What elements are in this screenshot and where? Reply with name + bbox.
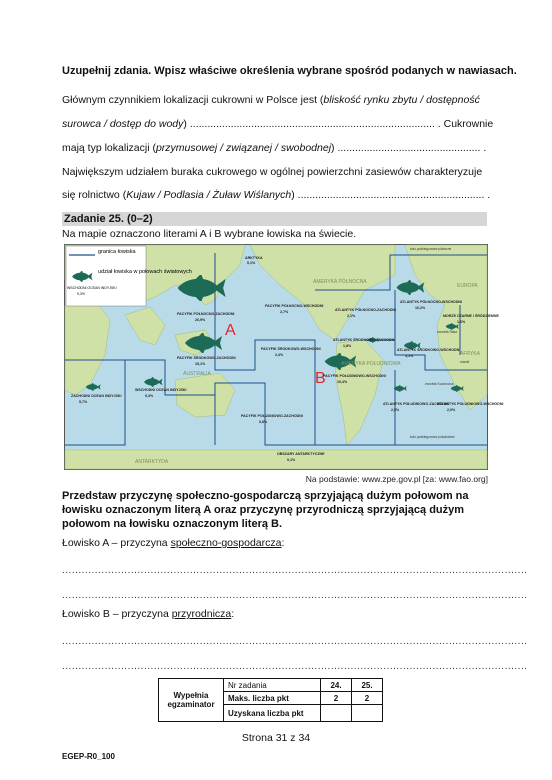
text: ) .................................................................................... . Cukrownie [183, 118, 494, 130]
zone-value: 10,4% [337, 380, 348, 384]
task-intro: Na mapie oznaczono literami A i B wybrane łowiska na świecie. [62, 228, 357, 240]
text: ) ................................................................ . [291, 189, 491, 201]
sentence1-line2 [62, 117, 493, 131]
legend-border-label: granica łowiska [98, 249, 136, 255]
text: mają typ lokalizacji ( [62, 142, 156, 154]
text: się rolnictwo ( [62, 189, 127, 201]
answer-b-line-2[interactable]: .............................................................................................................................................. [62, 661, 528, 672]
examiner-table [158, 678, 383, 722]
zone-label: PACYFIK POŁUDNIOWO-ZACHODNI [241, 414, 303, 418]
zone-value: 0,1% [287, 458, 296, 462]
zone-label: PACYFIK PÓŁNOCNO-ZACHODNI [177, 312, 235, 316]
text: Łowisko A – przyczyna [62, 537, 171, 549]
score-24-cell[interactable] [321, 705, 352, 722]
task-24: 24. [321, 679, 352, 692]
max-points-label: Maks. liczba pkt [224, 692, 321, 705]
letter-a: A [225, 322, 236, 339]
examiner-label: Wypełnia egzaminator [159, 679, 224, 722]
options-c: przymusowej / związanej / swobodnej [155, 142, 332, 154]
zone-label: ATLANTYK PÓŁNOCNO-ZACHODNI [335, 308, 397, 312]
zone-label: PACYFIK ŚRODKOWO-ZACHODNI [177, 356, 236, 360]
answer-a-label [62, 537, 284, 549]
max-25: 2 [352, 692, 383, 705]
options: Kujaw / Podlasia / Żuław Wiślanych [126, 189, 292, 201]
text: Łowisko B – przyczyna [62, 608, 172, 620]
region-label: AMERYKA PÓŁNOCNA [313, 279, 367, 285]
zone-value: 2,7% [280, 310, 289, 314]
max-24: 2 [321, 692, 352, 705]
page-number: Strona 31 z 34 [241, 732, 311, 744]
zone-label: ATLANTYK ŚRODKOWO-ZACHODNI [333, 338, 396, 342]
scored-points-label: Uzyskana liczba pkt [224, 705, 321, 722]
zone-label: MORZE CZARNE I ŚRÓDZIEMNE [443, 314, 499, 318]
zone-value: 2,4% [275, 353, 284, 357]
zone-value: 2,1% [347, 314, 356, 318]
zone-label: ATLANTYK PÓŁNOCNO-WSCHODNI [400, 300, 463, 304]
sentence2-line2 [62, 188, 490, 202]
zone-value: 26,9% [195, 318, 206, 322]
zone-label: PACYFIK PÓŁNOCNO-WSCHODNI [265, 304, 324, 308]
options-a: bliskość rynku zbytu / dostępność [323, 94, 480, 106]
underlined-word: społeczno-gospodarcza [170, 537, 282, 549]
task-number-label: Nr zadania [224, 679, 321, 692]
underlined-word: przyrodnicza [171, 608, 232, 620]
zone-label: OBSZARY ANTARKTYCZNE [277, 452, 325, 456]
line-label: koło podbiegunowe północne [410, 247, 452, 251]
sentence1-line3 [62, 141, 486, 155]
zone-label: WSCHODNI OCEAN INDYJSKI [135, 388, 187, 392]
zone-label: ARKTYKA [245, 256, 263, 260]
instruction: Uzupełnij zdania. Wpisz właściwe określenia wybrane spośród podanych w nawiasach. [62, 65, 517, 77]
region-label: AMERYKA POŁUDNIOWA [341, 361, 401, 367]
zone-value: 5,1% [405, 354, 414, 358]
zone-value: 0,8% [259, 420, 268, 424]
letter-b: B [315, 370, 326, 387]
map-svg [65, 245, 504, 469]
text: Głównym czynnikiem lokalizacji cukrowni w Polsce jest ( [62, 94, 324, 106]
answer-b-label [62, 608, 234, 620]
zone-value: 5,7% [79, 400, 88, 404]
sentence1-line1 [62, 93, 480, 107]
zone-value: 2,5% [391, 408, 400, 412]
zone-value: 10,2% [415, 306, 426, 310]
text: ) ................................................. . [331, 142, 487, 154]
text: : [281, 537, 285, 549]
region-label: ANTARKTYDA [135, 459, 169, 465]
zone-value: 9,3% [145, 394, 154, 398]
legend-example-value: 9,3% [77, 292, 85, 296]
line-label: zwrotnik Raka [437, 330, 458, 334]
task-header: Zadanie 25. (0–2) [62, 212, 487, 226]
answer-b-line-1[interactable]: .............................................................................................................................................. [62, 636, 528, 647]
zone-value: 1,8% [343, 344, 352, 348]
answer-a-line-2[interactable]: .............................................................................................................................................. [62, 590, 528, 601]
zone-label: PACYFIK POŁUDNIOWO-WSCHODNI [323, 374, 386, 378]
zone-label: ATLANTYK POŁUDNIOWO-ZACHODNI [383, 402, 449, 406]
text: : [231, 608, 235, 620]
zone-label: PACYFIK ŚRODKOWO-WSCHODNI [261, 347, 321, 351]
answer-a-line-1[interactable]: .............................................................................................................................................. [62, 565, 528, 576]
options-b: surowca / dostęp do wody [62, 118, 184, 130]
region-label: AFRYKA [460, 351, 480, 357]
region-label: EUROPA [457, 283, 478, 289]
sentence2-line1: Największym udziałem buraka cukrowego w ogólnej powierzchni zasiewów charakteryzuje [62, 166, 483, 178]
line-label: zwrotnik Koziorożca [425, 382, 454, 386]
zone-value: 0,1% [247, 261, 256, 265]
score-25-cell[interactable] [352, 705, 383, 722]
zone-label: ATLANTYK ŚRODKOWO-WSCHODNI [397, 348, 461, 352]
legend-share-label: udział łowiska w połowach światowych [98, 269, 192, 275]
line-label: koło podbiegunowe południowe [410, 435, 455, 439]
line-label: równik [460, 360, 470, 364]
exam-code: EGEP-R0_100 [62, 752, 115, 761]
zone-value: 15,1% [195, 362, 206, 366]
zone-value: 1,6% [457, 320, 466, 324]
question: Przedstaw przyczynę społeczno-gospodarczą sprzyjającą dużym połowom na łowisku oznaczonym literą A oraz przyczynę przyrodniczą sprzyjającą dużym połowom na łowisku oznaczonym literą B. [62, 490, 469, 530]
map-source: Na podstawie: www.zpe.gov.pl [za: www.fao.org] [305, 474, 488, 484]
legend-example-name: WSCHODNI OCEAN INDYJSKI [67, 286, 117, 290]
fishing-map [64, 244, 504, 470]
zone-value: 2,0% [447, 408, 456, 412]
zone-label: ATLANTYK POŁUDNIOWO-WSCHODNI [437, 402, 504, 406]
task-25: 25. [352, 679, 383, 692]
region-label: AUSTRALIA [183, 371, 211, 377]
zone-label: ZACHODNI OCEAN INDYJSKI [71, 394, 122, 398]
